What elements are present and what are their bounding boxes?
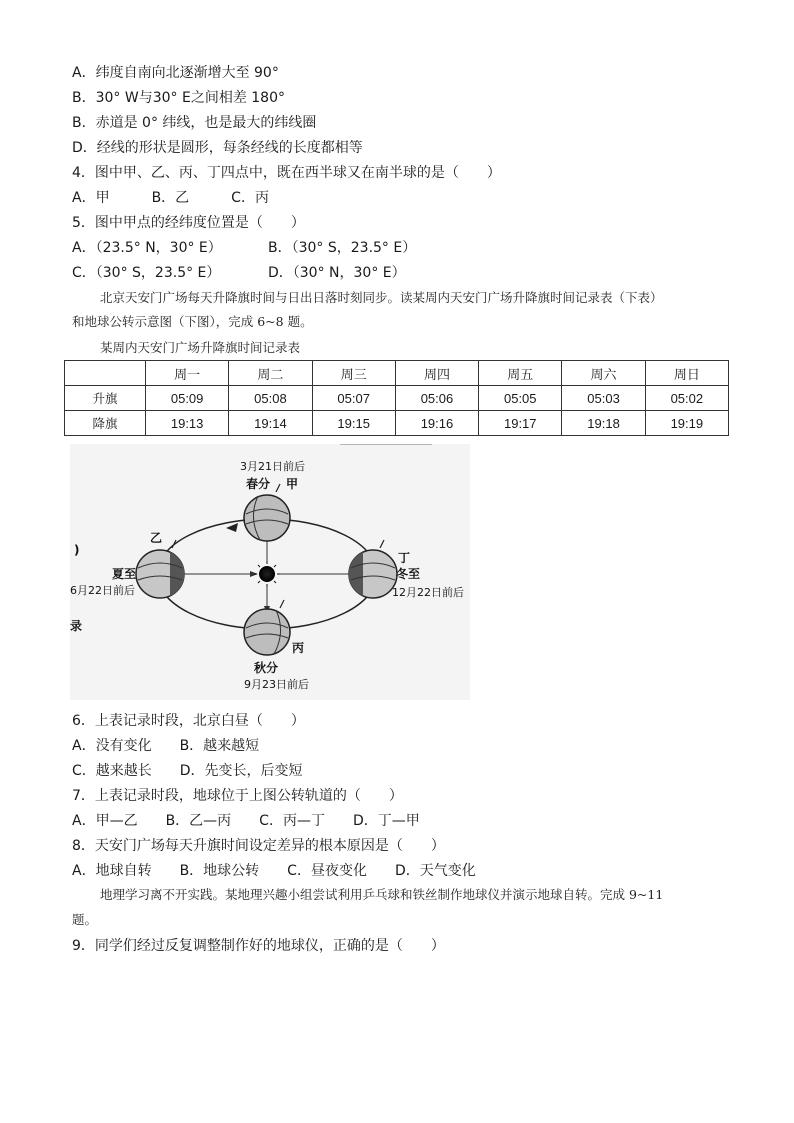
question-6-options-row1: A．没有变化 B．越来越短 [72,738,260,754]
option-line: B．30° W与30° E之间相差 180° [72,90,285,106]
question-5-option-c: C．（30° S，23.5° E） [72,265,221,281]
table-cell: 05:05 [479,386,562,411]
flag-time-table [64,360,729,436]
question-5-option-a: A．（23.5° N，30° E） [72,240,222,256]
table-header-cell: 周二 [229,361,312,386]
question-9-stem: 9．同学们经过反复调整制作好的地球仪，正确的是（ ） [72,938,445,954]
question-6-options-row2: C．越来越长 D．先变长，后变短 [72,763,303,779]
table-cell: 19:17 [479,411,562,436]
question-7-stem: 7．上表记录时段，地球位于上图公转轨道的（ ） [72,788,403,804]
label-point-bing: 丙 [292,641,305,655]
label-point-yi: 乙 [150,531,163,545]
table-row [65,386,729,411]
intro-6-8-line1: 北京天安门广场每天升降旗时间与日出日落时刻同步。读某周内天安门广场升降旗时间记录表（下表） [100,290,663,305]
question-8-options: A．地球自转 B．地球公转 C．昼夜变化 D．天气变化 [72,863,476,879]
table-header-cell: 周四 [395,361,478,386]
table-cell: 19:16 [395,411,478,436]
question-6-stem: 6．上表记录时段，北京白昼（ ） [72,713,305,729]
label-autumn-term: 秋分 [254,661,279,675]
earth-orbit-diagram [70,444,470,700]
label-winter-date: 12月22日前后 [392,586,464,599]
edge-fragment: 录 [70,619,83,633]
table-row-label: 升旗 [65,386,146,411]
table-header-cell: 周六 [562,361,645,386]
table-header-cell: 周一 [146,361,229,386]
table-caption: 某周内天安门广场升降旗时间记录表 [100,340,301,355]
table-cell: 05:08 [229,386,312,411]
table-row [65,411,729,436]
table-header-cell: 周三 [312,361,395,386]
question-5-option-b: B．（30° S，23.5° E） [268,240,417,256]
question-8-stem: 8．天安门广场每天升旗时间设定差异的根本原因是（ ） [72,838,445,854]
table-header-cell: 周日 [645,361,728,386]
label-point-jia: 甲 [286,477,299,491]
table-header-cell: 周五 [479,361,562,386]
option-line: B．赤道是 0° 纬线，也是最大的纬线圈 [72,115,317,131]
label-autumn-date: 9月23日前后 [244,678,309,691]
table-cell: 19:14 [229,411,312,436]
option-line: A．纬度自南向北逐渐增大至 90° [72,65,279,81]
label-spring-term: 春分 [246,477,271,491]
table-cell: 05:06 [395,386,478,411]
table-cell: 05:09 [146,386,229,411]
intro-9-11-line1: 地理学习离不开实践。某地理兴趣小组尝试利用乒乓球和铁丝制作地球仪并演示地球自转。完成 9~11 [100,887,664,902]
table-cell: 19:15 [312,411,395,436]
table-cell: 19:18 [562,411,645,436]
question-5-option-d: D．（30° N，30° E） [268,265,406,281]
question-7-options: A．甲—乙 B．乙—丙 C．丙—丁 D．丁—甲 [72,813,420,829]
question-4-stem: 4．图中甲、乙、丙、丁四点中，既在西半球又在南半球的是（ ） [72,165,501,181]
label-point-ding: 丁 [398,551,411,565]
question-5-stem: 5．图中甲点的经纬度位置是（ ） [72,215,305,231]
table-header-row [65,361,729,386]
edge-fragment: ) [74,543,80,557]
table-cell: 19:19 [645,411,728,436]
table-cell: 05:03 [562,386,645,411]
table-cell: 19:13 [146,411,229,436]
label-summer-term: 夏至 [112,567,137,581]
table-cell: 05:07 [312,386,395,411]
intro-9-11-line2: 题。 [72,912,98,927]
question-4-options: A．甲 B．乙 C．丙 [72,190,269,206]
table-cell: 05:02 [645,386,728,411]
intro-6-8-line2: 和地球公转示意图（下图），完成 6~8 题。 [72,314,313,329]
label-winter-term: 冬至 [396,567,421,581]
table-row-label: 降旗 [65,411,146,436]
label-spring-date: 3月21日前后 [240,460,305,473]
table-corner-cell [65,361,146,386]
option-line: D．经线的形状是圆形，每条经线的长度都相等 [72,140,363,156]
label-summer-date: 6月22日前后 [70,584,135,597]
